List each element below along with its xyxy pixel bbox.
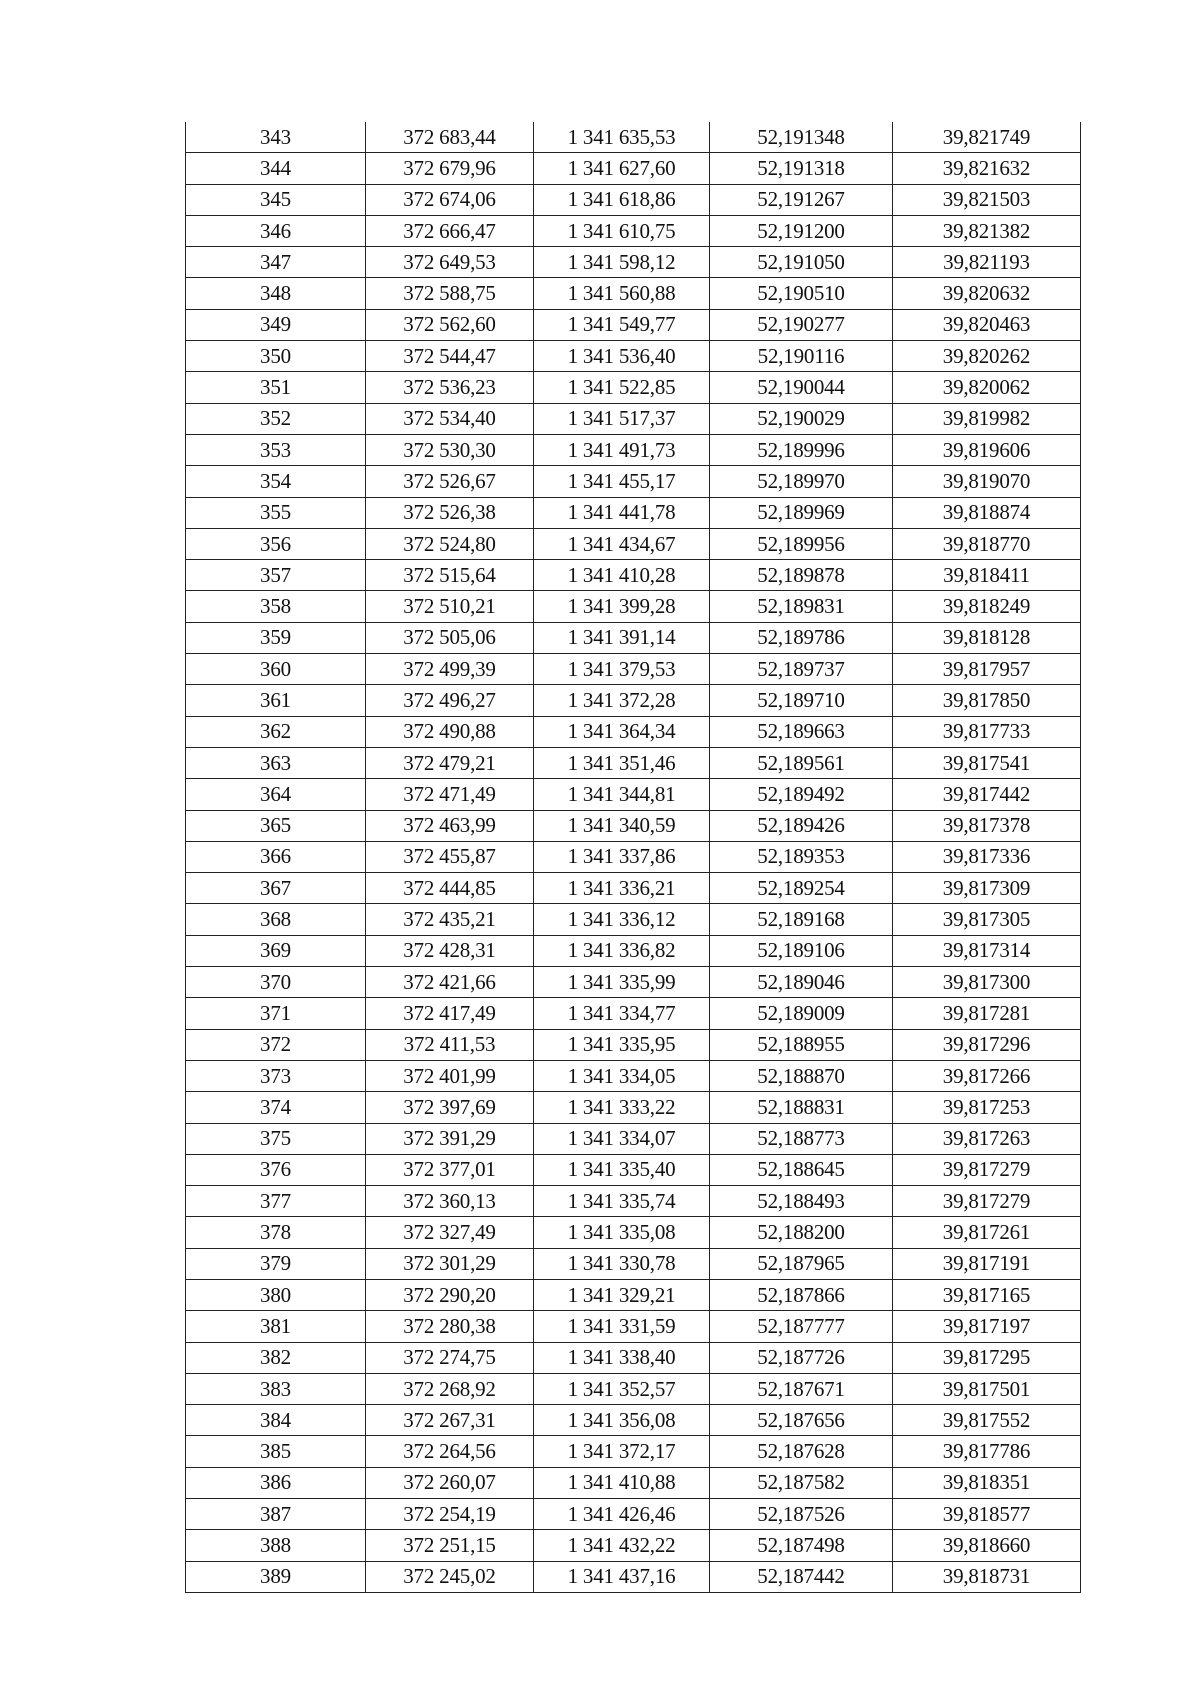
y-coordinate-cell: 1 341 333,22: [534, 1092, 710, 1123]
x-coordinate-cell: 372 526,67: [366, 466, 534, 497]
y-coordinate-cell: 1 341 329,21: [534, 1279, 710, 1310]
y-coordinate-cell: 1 341 334,05: [534, 1060, 710, 1091]
x-coordinate-cell: 372 391,29: [366, 1123, 534, 1154]
latitude-cell: 52,190116: [710, 341, 893, 372]
table-row: [186, 403, 1081, 434]
y-coordinate-cell: 1 341 522,85: [534, 372, 710, 403]
latitude-cell: 52,187498: [710, 1530, 893, 1561]
table-row: [186, 622, 1081, 653]
point-number-cell: 348: [186, 278, 366, 309]
x-coordinate-cell: 372 496,27: [366, 685, 534, 716]
longitude-cell: 39,817501: [893, 1373, 1081, 1404]
latitude-cell: 52,189737: [710, 654, 893, 685]
longitude-cell: 39,821382: [893, 215, 1081, 246]
longitude-cell: 39,817295: [893, 1342, 1081, 1373]
point-number-cell: 362: [186, 716, 366, 747]
latitude-cell: 52,188493: [710, 1186, 893, 1217]
longitude-cell: 39,819982: [893, 403, 1081, 434]
latitude-cell: 52,189970: [710, 466, 893, 497]
point-number-cell: 383: [186, 1373, 366, 1404]
latitude-cell: 52,187628: [710, 1436, 893, 1467]
longitude-cell: 39,818411: [893, 560, 1081, 591]
y-coordinate-cell: 1 341 432,22: [534, 1530, 710, 1561]
point-number-cell: 388: [186, 1530, 366, 1561]
table-row: [186, 1530, 1081, 1561]
latitude-cell: 52,189956: [710, 528, 893, 559]
y-coordinate-cell: 1 341 330,78: [534, 1248, 710, 1279]
longitude-cell: 39,817279: [893, 1186, 1081, 1217]
latitude-cell: 52,189561: [710, 747, 893, 778]
longitude-cell: 39,821503: [893, 184, 1081, 215]
point-number-cell: 376: [186, 1154, 366, 1185]
point-number-cell: 374: [186, 1092, 366, 1123]
y-coordinate-cell: 1 341 340,59: [534, 810, 710, 841]
y-coordinate-cell: 1 341 536,40: [534, 341, 710, 372]
x-coordinate-cell: 372 674,06: [366, 184, 534, 215]
table-row: [186, 1405, 1081, 1436]
latitude-cell: 52,190029: [710, 403, 893, 434]
point-number-cell: 355: [186, 497, 366, 528]
table-row: [186, 153, 1081, 184]
point-number-cell: 387: [186, 1499, 366, 1530]
x-coordinate-cell: 372 490,88: [366, 716, 534, 747]
table-row: [186, 1154, 1081, 1185]
latitude-cell: 52,187965: [710, 1248, 893, 1279]
point-number-cell: 375: [186, 1123, 366, 1154]
x-coordinate-cell: 372 280,38: [366, 1311, 534, 1342]
latitude-cell: 52,187777: [710, 1311, 893, 1342]
table-row: [186, 247, 1081, 278]
y-coordinate-cell: 1 341 560,88: [534, 278, 710, 309]
x-coordinate-cell: 372 268,92: [366, 1373, 534, 1404]
point-number-cell: 389: [186, 1561, 366, 1592]
point-number-cell: 380: [186, 1279, 366, 1310]
longitude-cell: 39,818731: [893, 1561, 1081, 1592]
table-row: [186, 1217, 1081, 1248]
table-row: [186, 497, 1081, 528]
table-row: [186, 779, 1081, 810]
x-coordinate-cell: 372 260,07: [366, 1467, 534, 1498]
x-coordinate-cell: 372 290,20: [366, 1279, 534, 1310]
point-number-cell: 357: [186, 560, 366, 591]
latitude-cell: 52,187526: [710, 1499, 893, 1530]
table-row: [186, 998, 1081, 1029]
point-number-cell: 377: [186, 1186, 366, 1217]
table-row: [186, 434, 1081, 465]
table-row: [186, 278, 1081, 309]
longitude-cell: 39,817191: [893, 1248, 1081, 1279]
point-number-cell: 373: [186, 1060, 366, 1091]
x-coordinate-cell: 372 649,53: [366, 247, 534, 278]
x-coordinate-cell: 372 254,19: [366, 1499, 534, 1530]
longitude-cell: 39,817541: [893, 747, 1081, 778]
x-coordinate-cell: 372 666,47: [366, 215, 534, 246]
y-coordinate-cell: 1 341 337,86: [534, 841, 710, 872]
longitude-cell: 39,817263: [893, 1123, 1081, 1154]
y-coordinate-cell: 1 341 627,60: [534, 153, 710, 184]
point-number-cell: 361: [186, 685, 366, 716]
longitude-cell: 39,817197: [893, 1311, 1081, 1342]
y-coordinate-cell: 1 341 391,14: [534, 622, 710, 653]
latitude-cell: 52,188645: [710, 1154, 893, 1185]
x-coordinate-cell: 372 679,96: [366, 153, 534, 184]
latitude-cell: 52,189710: [710, 685, 893, 716]
y-coordinate-cell: 1 341 410,28: [534, 560, 710, 591]
table-row: [186, 122, 1081, 153]
longitude-cell: 39,817336: [893, 841, 1081, 872]
latitude-cell: 52,189168: [710, 904, 893, 935]
x-coordinate-cell: 372 428,31: [366, 935, 534, 966]
table-row: [186, 1436, 1081, 1467]
latitude-cell: 52,191267: [710, 184, 893, 215]
table-row: [186, 309, 1081, 340]
longitude-cell: 39,819070: [893, 466, 1081, 497]
latitude-cell: 52,189046: [710, 967, 893, 998]
table-row: [186, 1467, 1081, 1498]
x-coordinate-cell: 372 264,56: [366, 1436, 534, 1467]
x-coordinate-cell: 372 562,60: [366, 309, 534, 340]
x-coordinate-cell: 372 411,53: [366, 1029, 534, 1060]
y-coordinate-cell: 1 341 379,53: [534, 654, 710, 685]
table-row: [186, 1029, 1081, 1060]
y-coordinate-cell: 1 341 335,74: [534, 1186, 710, 1217]
latitude-cell: 52,189786: [710, 622, 893, 653]
latitude-cell: 52,188773: [710, 1123, 893, 1154]
point-number-cell: 368: [186, 904, 366, 935]
table-row: [186, 1561, 1081, 1592]
longitude-cell: 39,820262: [893, 341, 1081, 372]
point-number-cell: 365: [186, 810, 366, 841]
latitude-cell: 52,191318: [710, 153, 893, 184]
longitude-cell: 39,817957: [893, 654, 1081, 685]
x-coordinate-cell: 372 401,99: [366, 1060, 534, 1091]
coordinates-table-body: [186, 122, 1081, 1592]
y-coordinate-cell: 1 341 410,88: [534, 1467, 710, 1498]
longitude-cell: 39,817733: [893, 716, 1081, 747]
point-number-cell: 386: [186, 1467, 366, 1498]
longitude-cell: 39,817261: [893, 1217, 1081, 1248]
y-coordinate-cell: 1 341 336,12: [534, 904, 710, 935]
latitude-cell: 52,189996: [710, 434, 893, 465]
table-row: [186, 1373, 1081, 1404]
longitude-cell: 39,817281: [893, 998, 1081, 1029]
latitude-cell: 52,189106: [710, 935, 893, 966]
table-row: [186, 1092, 1081, 1123]
x-coordinate-cell: 372 421,66: [366, 967, 534, 998]
x-coordinate-cell: 372 251,15: [366, 1530, 534, 1561]
point-number-cell: 370: [186, 967, 366, 998]
x-coordinate-cell: 372 274,75: [366, 1342, 534, 1373]
y-coordinate-cell: 1 341 610,75: [534, 215, 710, 246]
point-number-cell: 367: [186, 873, 366, 904]
longitude-cell: 39,817552: [893, 1405, 1081, 1436]
table-row: [186, 466, 1081, 497]
coordinates-table: [185, 122, 1081, 1593]
longitude-cell: 39,817850: [893, 685, 1081, 716]
point-number-cell: 354: [186, 466, 366, 497]
point-number-cell: 372: [186, 1029, 366, 1060]
x-coordinate-cell: 372 471,49: [366, 779, 534, 810]
longitude-cell: 39,817314: [893, 935, 1081, 966]
y-coordinate-cell: 1 341 441,78: [534, 497, 710, 528]
latitude-cell: 52,187656: [710, 1405, 893, 1436]
longitude-cell: 39,817305: [893, 904, 1081, 935]
y-coordinate-cell: 1 341 372,17: [534, 1436, 710, 1467]
x-coordinate-cell: 372 417,49: [366, 998, 534, 1029]
y-coordinate-cell: 1 341 335,40: [534, 1154, 710, 1185]
longitude-cell: 39,820632: [893, 278, 1081, 309]
x-coordinate-cell: 372 327,49: [366, 1217, 534, 1248]
y-coordinate-cell: 1 341 455,17: [534, 466, 710, 497]
y-coordinate-cell: 1 341 364,34: [534, 716, 710, 747]
point-number-cell: 364: [186, 779, 366, 810]
y-coordinate-cell: 1 341 334,77: [534, 998, 710, 1029]
point-number-cell: 366: [186, 841, 366, 872]
longitude-cell: 39,820463: [893, 309, 1081, 340]
longitude-cell: 39,820062: [893, 372, 1081, 403]
y-coordinate-cell: 1 341 434,67: [534, 528, 710, 559]
point-number-cell: 379: [186, 1248, 366, 1279]
longitude-cell: 39,818128: [893, 622, 1081, 653]
latitude-cell: 52,187582: [710, 1467, 893, 1498]
longitude-cell: 39,817253: [893, 1092, 1081, 1123]
table-row: [186, 560, 1081, 591]
longitude-cell: 39,818874: [893, 497, 1081, 528]
latitude-cell: 52,187866: [710, 1279, 893, 1310]
point-number-cell: 360: [186, 654, 366, 685]
table-row: [186, 1499, 1081, 1530]
longitude-cell: 39,817300: [893, 967, 1081, 998]
latitude-cell: 52,187671: [710, 1373, 893, 1404]
table-row: [186, 215, 1081, 246]
longitude-cell: 39,817266: [893, 1060, 1081, 1091]
x-coordinate-cell: 372 444,85: [366, 873, 534, 904]
point-number-cell: 356: [186, 528, 366, 559]
table-row: [186, 372, 1081, 403]
x-coordinate-cell: 372 524,80: [366, 528, 534, 559]
point-number-cell: 353: [186, 434, 366, 465]
point-number-cell: 345: [186, 184, 366, 215]
x-coordinate-cell: 372 301,29: [366, 1248, 534, 1279]
y-coordinate-cell: 1 341 335,95: [534, 1029, 710, 1060]
x-coordinate-cell: 372 463,99: [366, 810, 534, 841]
latitude-cell: 52,190044: [710, 372, 893, 403]
longitude-cell: 39,821632: [893, 153, 1081, 184]
longitude-cell: 39,817296: [893, 1029, 1081, 1060]
point-number-cell: 359: [186, 622, 366, 653]
table-row: [186, 747, 1081, 778]
point-number-cell: 371: [186, 998, 366, 1029]
longitude-cell: 39,817279: [893, 1154, 1081, 1185]
table-row: [186, 654, 1081, 685]
latitude-cell: 52,189969: [710, 497, 893, 528]
y-coordinate-cell: 1 341 335,99: [534, 967, 710, 998]
y-coordinate-cell: 1 341 356,08: [534, 1405, 710, 1436]
latitude-cell: 52,189009: [710, 998, 893, 1029]
longitude-cell: 39,818770: [893, 528, 1081, 559]
x-coordinate-cell: 372 526,38: [366, 497, 534, 528]
latitude-cell: 52,191200: [710, 215, 893, 246]
y-coordinate-cell: 1 341 334,07: [534, 1123, 710, 1154]
point-number-cell: 378: [186, 1217, 366, 1248]
y-coordinate-cell: 1 341 336,21: [534, 873, 710, 904]
y-coordinate-cell: 1 341 344,81: [534, 779, 710, 810]
table-row: [186, 810, 1081, 841]
point-number-cell: 385: [186, 1436, 366, 1467]
x-coordinate-cell: 372 536,23: [366, 372, 534, 403]
table-row: [186, 685, 1081, 716]
table-row: [186, 1060, 1081, 1091]
point-number-cell: 351: [186, 372, 366, 403]
latitude-cell: 52,190277: [710, 309, 893, 340]
point-number-cell: 358: [186, 591, 366, 622]
longitude-cell: 39,821749: [893, 122, 1081, 153]
latitude-cell: 52,191348: [710, 122, 893, 153]
latitude-cell: 52,188870: [710, 1060, 893, 1091]
longitude-cell: 39,818660: [893, 1530, 1081, 1561]
y-coordinate-cell: 1 341 491,73: [534, 434, 710, 465]
y-coordinate-cell: 1 341 335,08: [534, 1217, 710, 1248]
y-coordinate-cell: 1 341 338,40: [534, 1342, 710, 1373]
table-row: [186, 1186, 1081, 1217]
x-coordinate-cell: 372 499,39: [366, 654, 534, 685]
y-coordinate-cell: 1 341 372,28: [534, 685, 710, 716]
latitude-cell: 52,191050: [710, 247, 893, 278]
y-coordinate-cell: 1 341 437,16: [534, 1561, 710, 1592]
table-row: [186, 873, 1081, 904]
x-coordinate-cell: 372 479,21: [366, 747, 534, 778]
table-row: [186, 528, 1081, 559]
longitude-cell: 39,817378: [893, 810, 1081, 841]
y-coordinate-cell: 1 341 331,59: [534, 1311, 710, 1342]
longitude-cell: 39,817309: [893, 873, 1081, 904]
latitude-cell: 52,187442: [710, 1561, 893, 1592]
point-number-cell: 381: [186, 1311, 366, 1342]
table-row: [186, 1248, 1081, 1279]
latitude-cell: 52,189663: [710, 716, 893, 747]
latitude-cell: 52,187726: [710, 1342, 893, 1373]
longitude-cell: 39,818577: [893, 1499, 1081, 1530]
longitude-cell: 39,817165: [893, 1279, 1081, 1310]
longitude-cell: 39,819606: [893, 434, 1081, 465]
y-coordinate-cell: 1 341 351,46: [534, 747, 710, 778]
latitude-cell: 52,189254: [710, 873, 893, 904]
point-number-cell: 349: [186, 309, 366, 340]
longitude-cell: 39,818249: [893, 591, 1081, 622]
table-row: [186, 841, 1081, 872]
table-row: [186, 1123, 1081, 1154]
y-coordinate-cell: 1 341 426,46: [534, 1499, 710, 1530]
y-coordinate-cell: 1 341 635,53: [534, 122, 710, 153]
point-number-cell: 350: [186, 341, 366, 372]
point-number-cell: 384: [186, 1405, 366, 1436]
x-coordinate-cell: 372 588,75: [366, 278, 534, 309]
y-coordinate-cell: 1 341 336,82: [534, 935, 710, 966]
latitude-cell: 52,188200: [710, 1217, 893, 1248]
longitude-cell: 39,821193: [893, 247, 1081, 278]
latitude-cell: 52,188831: [710, 1092, 893, 1123]
longitude-cell: 39,818351: [893, 1467, 1081, 1498]
point-number-cell: 346: [186, 215, 366, 246]
x-coordinate-cell: 372 377,01: [366, 1154, 534, 1185]
x-coordinate-cell: 372 683,44: [366, 122, 534, 153]
longitude-cell: 39,817442: [893, 779, 1081, 810]
latitude-cell: 52,189426: [710, 810, 893, 841]
x-coordinate-cell: 372 267,31: [366, 1405, 534, 1436]
y-coordinate-cell: 1 341 618,86: [534, 184, 710, 215]
latitude-cell: 52,189831: [710, 591, 893, 622]
y-coordinate-cell: 1 341 549,77: [534, 309, 710, 340]
latitude-cell: 52,188955: [710, 1029, 893, 1060]
x-coordinate-cell: 372 530,30: [366, 434, 534, 465]
table-row: [186, 935, 1081, 966]
x-coordinate-cell: 372 435,21: [366, 904, 534, 935]
table-row: [186, 904, 1081, 935]
table-row: [186, 1311, 1081, 1342]
y-coordinate-cell: 1 341 517,37: [534, 403, 710, 434]
x-coordinate-cell: 372 534,40: [366, 403, 534, 434]
table-row: [186, 1342, 1081, 1373]
table-row: [186, 591, 1081, 622]
y-coordinate-cell: 1 341 598,12: [534, 247, 710, 278]
x-coordinate-cell: 372 245,02: [366, 1561, 534, 1592]
latitude-cell: 52,189878: [710, 560, 893, 591]
table-row: [186, 967, 1081, 998]
point-number-cell: 382: [186, 1342, 366, 1373]
point-number-cell: 344: [186, 153, 366, 184]
point-number-cell: 343: [186, 122, 366, 153]
table-row: [186, 1279, 1081, 1310]
latitude-cell: 52,189353: [710, 841, 893, 872]
x-coordinate-cell: 372 510,21: [366, 591, 534, 622]
x-coordinate-cell: 372 360,13: [366, 1186, 534, 1217]
x-coordinate-cell: 372 515,64: [366, 560, 534, 591]
point-number-cell: 363: [186, 747, 366, 778]
table-row: [186, 716, 1081, 747]
latitude-cell: 52,190510: [710, 278, 893, 309]
y-coordinate-cell: 1 341 352,57: [534, 1373, 710, 1404]
y-coordinate-cell: 1 341 399,28: [534, 591, 710, 622]
point-number-cell: 369: [186, 935, 366, 966]
x-coordinate-cell: 372 505,06: [366, 622, 534, 653]
table-row: [186, 184, 1081, 215]
longitude-cell: 39,817786: [893, 1436, 1081, 1467]
point-number-cell: 347: [186, 247, 366, 278]
x-coordinate-cell: 372 455,87: [366, 841, 534, 872]
latitude-cell: 52,189492: [710, 779, 893, 810]
x-coordinate-cell: 372 397,69: [366, 1092, 534, 1123]
table-row: [186, 341, 1081, 372]
x-coordinate-cell: 372 544,47: [366, 341, 534, 372]
point-number-cell: 352: [186, 403, 366, 434]
